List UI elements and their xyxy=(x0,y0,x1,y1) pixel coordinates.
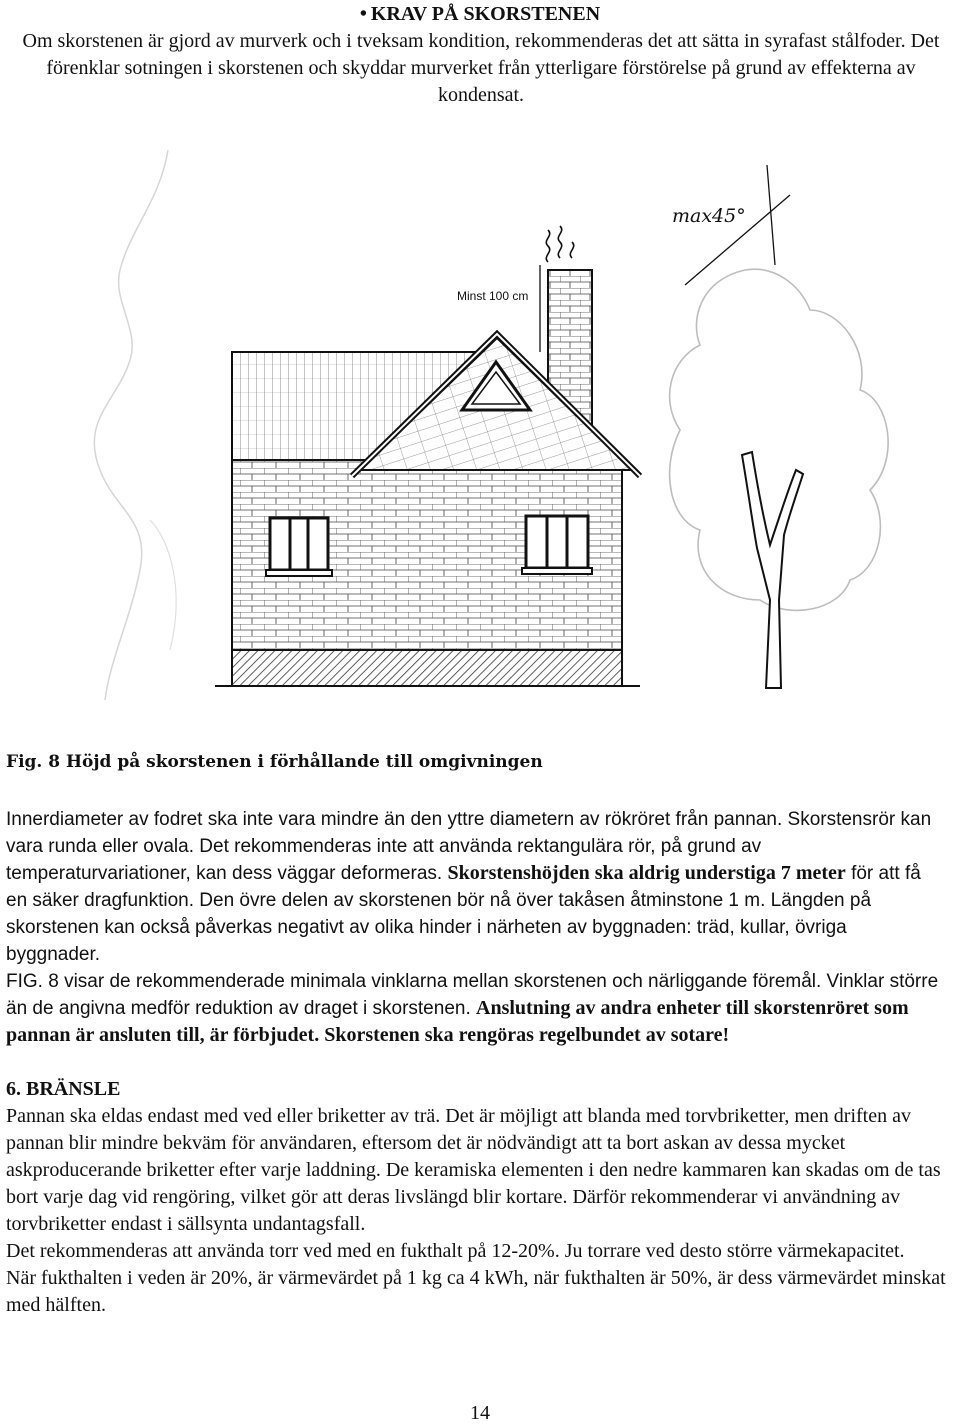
bold-run: Anslutning av andra enheter till skorstenröret som pannan är ansluten till, är förbjudet. Skorstenen ska rengöras regelbundet av sotare! xyxy=(6,997,909,1046)
bullet: • xyxy=(359,3,367,25)
text-run: Det rekommenderas inte att använda rektangulära rör, på grund av temperaturvariationer, kan dess väggar deformeras. xyxy=(6,836,762,884)
body-text xyxy=(6,806,946,1319)
section-6-heading-text: 6. BRÄNSLE xyxy=(6,1078,121,1100)
section-title-text: KRAV PÅ SKORSTENEN xyxy=(370,3,601,25)
text-run: FIG. 8 visar de rekommenderade minimala vinklarna mellan skorstenen och närliggande föremål. Vinklar större än de angivna medför reduktion av draget i skorstenen. xyxy=(6,971,939,1019)
text-run: för att få en säker dragfunktion. Den övre delen av skorstenen bör nå över takåsen åtminstone 1 m. Längden på skorstenen kan också påverkas negativt av olika hinder i närheten av byggnaden: träd, kullar, övriga byggnader. xyxy=(6,863,921,965)
fuel-paragraph-3: När fukthalten i veden är 20%, är värmevärdet på 1 kg ca 4 kWh, när fukthalten är 50%, är dess värmevärdet minskat med hälften. xyxy=(6,1267,946,1316)
page-number: 14 xyxy=(470,1402,490,1424)
left-tree-outline-2 xyxy=(150,520,176,650)
left-tree-outline xyxy=(94,150,168,700)
figure-caption: Fig. 8 Höjd på skorstenen i förhållande till omgivningen xyxy=(6,752,543,772)
section-6-heading xyxy=(6,1076,946,1103)
text-run: Innerdiameter av fodret ska inte vara mindre än den yttre diametern av rökröret från pannan. Skorstensrör kan vara runda eller ovala. xyxy=(6,809,932,857)
window-left xyxy=(266,518,332,576)
fuel-paragraph-1: Pannan ska eldas endast med ved eller briketter av trä. Det är möjligt att blanda med torvbriketter, men driften av pannan blir mindre bekväm för användaren, eftersom det är nödvändigt att ta bort askan av dessa mycket askproducerande briketter efter varje laddning. De keramiska elementen i den nedre kammaren kan skadas om de tas bort varje dag vid rengöring, vilket gör att deras livslängd blir kortare. Därför rekommenderar vi användning av torvbriketter endast i sällsynta undantagsfall. xyxy=(6,1105,941,1235)
chimney-height-figure xyxy=(0,150,960,750)
bold-run: Skorstenshöjden ska aldrig understiga 7 meter xyxy=(447,862,846,884)
angle-line-vertical xyxy=(767,165,775,265)
angle-label: max45° xyxy=(672,205,746,227)
foundation xyxy=(232,650,622,686)
smoke-icon xyxy=(546,226,573,262)
height-label: Minst 100 cm xyxy=(457,289,529,303)
paragraph-angles xyxy=(6,968,946,1049)
section-title xyxy=(0,2,960,26)
window-right xyxy=(522,516,592,574)
tree-trunk xyxy=(742,452,803,688)
paragraph-chimney xyxy=(6,806,946,968)
intro-paragraph: Om skorstenen är gjord av murverk och i tveksam kondition, rekommenderas det att sätta in syrafast stålfoder. Det förenklar sotningen i skorstenen och skyddar murverket från ytterligare förstörelse på grund av effekterna av kondensat. xyxy=(22,30,940,106)
fuel-paragraph-2: Det rekommenderas att använda torr ved med en fukthalt på 12-20%. Ju torrare ved desto större värmekapacitet. xyxy=(6,1240,905,1262)
